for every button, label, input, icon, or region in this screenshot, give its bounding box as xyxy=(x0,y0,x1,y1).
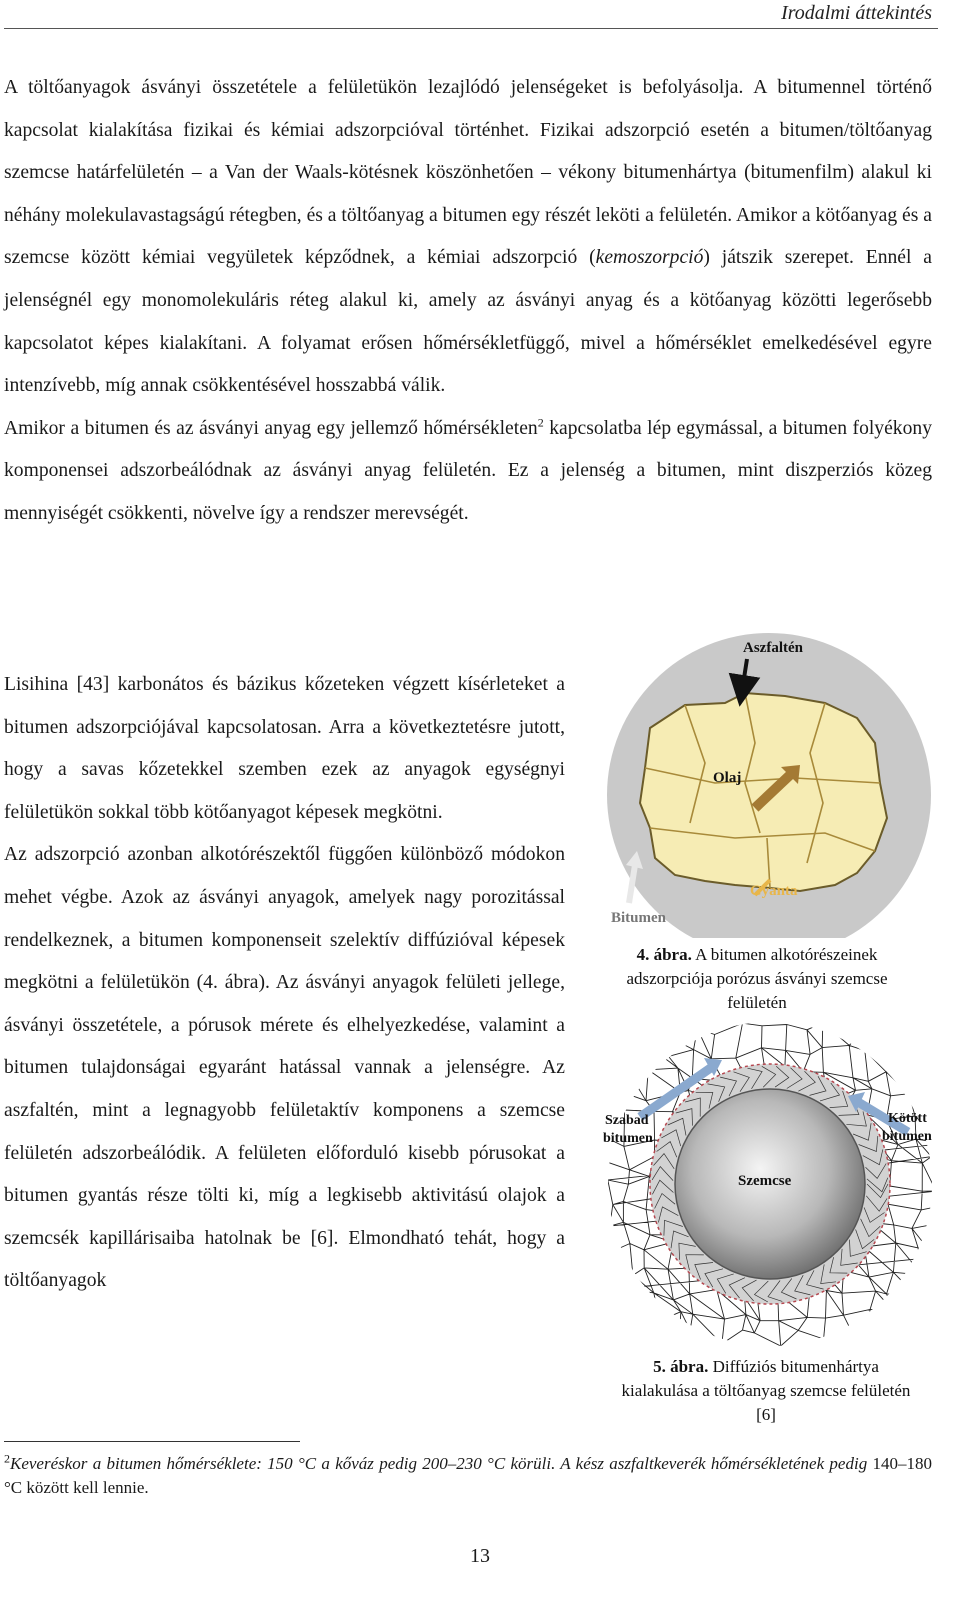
label-asphaltene: Aszfaltén xyxy=(743,640,803,656)
figure-4-porous-grain xyxy=(595,633,940,938)
label-grain: Szemcse xyxy=(738,1173,792,1189)
label-bound-1: Kötött xyxy=(888,1111,927,1126)
header-rule xyxy=(4,28,938,29)
paragraph-3: Lisihina [43] karbonátos és bázikus kőzeteken végzett kísérleteket a bitumen adszorpciójával kapcsolatosan. Arra a következtetésre jutott, hogy a savas kőzetekkel szemben ezek az anyagok egységnyi felületükön sokkal több kötőanyagot képesek megkötni. xyxy=(4,674,565,823)
label-free-2: bitumen xyxy=(603,1131,653,1146)
paragraph-4: Az adszorpció azonban alkotórészektől függően különböző módokon mehet végbe. Azok az ásványi anyagok, amelyek nagy porozitással rendelkeznek, a bitumen komponenseit szelektív diffúzióval képesek megkötni a felületükön (4. ábra). Az ásványi anyagok felületi jellege, ásványi összetétele, a pórusok mérete és elhelyezkedése, valamint a bitumen tulajdonságai egyaránt hatással vannak a jelenségre. Az aszfaltén, mint a legnagyobb felületaktív komponens a szemcse felületén adszorbeálódik. A felületen előforduló kisebb pórusokat a bitumen gyantás része tölti ki, míg a legkisebb aktivitású olajok a szemcsék kapillárisaiba hatolnak be [6]. Elmondható tehát, hogy a töltőanyagok xyxy=(4,844,565,1292)
page-number: 13 xyxy=(470,1545,490,1567)
left-text-column xyxy=(4,664,565,1303)
label-bitumen: Bitumen xyxy=(611,910,667,926)
label-resin: Gyanta xyxy=(750,883,798,899)
paragraph-1: A töltőanyagok ásványi összetétele a felületükön lezajlódó jelenségeket is befolyásolja. A bitumennel történő kapcsolat kialakítása fizikai és kémiai adszorpcióval történhet. Fizikai adszorpció esetén a bitumen/töltőanyag szemcse határfelületén – a Van der Waals-kötésnek köszönhetően – vékony bitumenhártya (bitumenfilm) alakul ki néhány molekulavastagságú rétegben, és a töltőanyag a bitumen egy részét leköti a felületén. Amikor a kötőanyag és a szemcse között kémiai vegyületek képződnek, a kémiai adszorpció (kemoszorpció) játszik szerepet. Ennél a jelenségnél egy monomolekuláris réteg alakul ki, amely az ásványi anyag és a kötőanyag közötti legerősebb kapcsolatot képes kialakítani. A folyamat erősen hőmérsékletfüggő, mivel a hőmérséklet emelkedésével egyre intenzívebb, míg annak csökkentésével hosszabbá válik. xyxy=(4,77,932,397)
running-title: Irodalmi áttekintés xyxy=(781,2,932,24)
chemisorption-term: kemoszorpció xyxy=(595,247,704,269)
footnote-marker: 2 xyxy=(4,1451,10,1466)
porous-grain xyxy=(640,693,887,891)
footnote-ref[interactable]: 2 xyxy=(537,415,544,430)
footnote-rule xyxy=(4,1441,300,1442)
label-bound-2: bitumen xyxy=(882,1129,932,1144)
label-oil: Olaj xyxy=(713,770,742,786)
top-text-block xyxy=(4,67,932,536)
figure-5-caption: 5. ábra. Diffúziós bitumenhártya kialakulása a töltőanyag szemcse felületén [6] xyxy=(621,1357,911,1424)
figure-5-diffusion-film xyxy=(600,1022,940,1352)
figure-4-caption: 4. ábra. A bitumen alkotórészeinek adszorpciója porózus ásványi szemcse felületén xyxy=(626,945,888,1012)
label-free-1: Szabad xyxy=(605,1113,649,1128)
paragraph-2: Amikor a bitumen és az ásványi anyag egy jellemző hőmérsékleten$^2$ kapcsolatba lép egymással, a bitumen folyékony komponensei adszorbeálódnak az ásványi anyag felületén. Ez a jelenség a bitumen, mint diszperziós közeg mennyiségét csökkenti, növelve így a rendszer merevségét. xyxy=(4,415,932,524)
footnote: $^2$Keveréskor a bitumen hőmérséklete: 150 °C a kőváz pedig 200–230 °C körüli. A kész aszfaltkeverék hőmérsékletének pedig 140–180 °C között kell lennie. xyxy=(4,1451,932,1497)
